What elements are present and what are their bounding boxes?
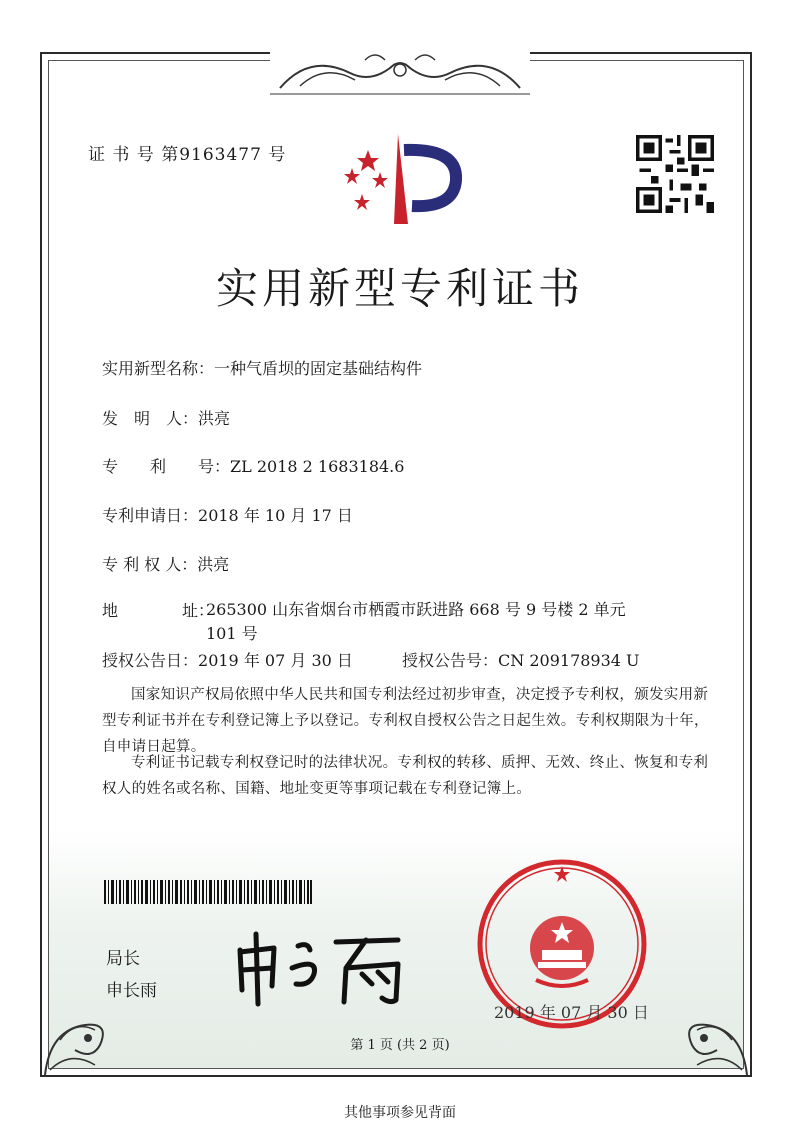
qr-code-icon	[636, 135, 714, 213]
field-label: 授权公告号：	[402, 651, 499, 670]
field-value: 2018 年 10 月 17 日	[198, 506, 353, 525]
field-patent-number	[102, 454, 404, 477]
certificate-number: 证 书 号 第9163477 号	[88, 145, 287, 165]
field-label: 地 址：	[102, 601, 215, 620]
field-value: 洪亮	[198, 409, 231, 428]
field-value: ZL 2018 2 1683184.6	[230, 457, 405, 476]
field-label: 发 明 人：	[102, 409, 199, 428]
field-label: 专 利 号：	[102, 457, 231, 476]
field-value: 2019 年 07 月 30 日	[198, 651, 353, 670]
field-value: 一种气盾坝的固定基础结构件	[214, 359, 423, 378]
field-label: 专利申请日：	[102, 506, 199, 525]
field-inventor	[102, 406, 230, 429]
top-ornament-icon	[270, 48, 530, 98]
official-name: 申长雨	[106, 981, 157, 1001]
field-value: CN 209178934 U	[498, 651, 640, 670]
seal-date: 2019 年 07 月 30 日	[494, 1003, 649, 1022]
signature-icon	[228, 928, 428, 1008]
body-paragraph-1: 国家知识产权局依照中华人民共和国专利法经过初步审查，决定授予专利权，颁发实用新型专利证书并在专利登记簿上予以登记。专利权自授权公告之日起生效。专利权期限为十年，自申请日起算。	[102, 687, 709, 755]
cnipa-emblem-icon	[338, 128, 468, 228]
field-name	[102, 356, 422, 379]
field-address-value: 265300 山东省烟台市栖霞市跃进路 668 号 9 号楼 2 单元 101 号	[206, 600, 626, 643]
body-paragraph-2: 专利证书记载专利权登记时的法律状况。专利权的转移、质押、无效、终止、恢复和专利权人的姓名或名称、国籍、地址变更等事项记载在专利登记簿上。	[102, 755, 709, 797]
field-filing-date	[102, 503, 353, 526]
field-value: 洪亮	[197, 555, 230, 574]
field-grant-number	[402, 648, 640, 671]
field-label: 授权公告日：	[102, 651, 199, 670]
page-number: 第 1 页 (共 2 页)	[350, 1038, 450, 1053]
field-address-label	[102, 598, 214, 621]
field-label: 实用新型名称：	[102, 359, 215, 378]
page-title: 实用新型专利证书	[215, 264, 584, 313]
footer-note: 其他事项参见背面	[344, 1105, 456, 1121]
field-label: 专 利 权 人：	[102, 555, 198, 574]
field-holder	[102, 552, 229, 575]
barcode-icon	[104, 880, 312, 904]
field-grant-date	[102, 648, 353, 671]
official-title: 局长	[106, 949, 140, 969]
